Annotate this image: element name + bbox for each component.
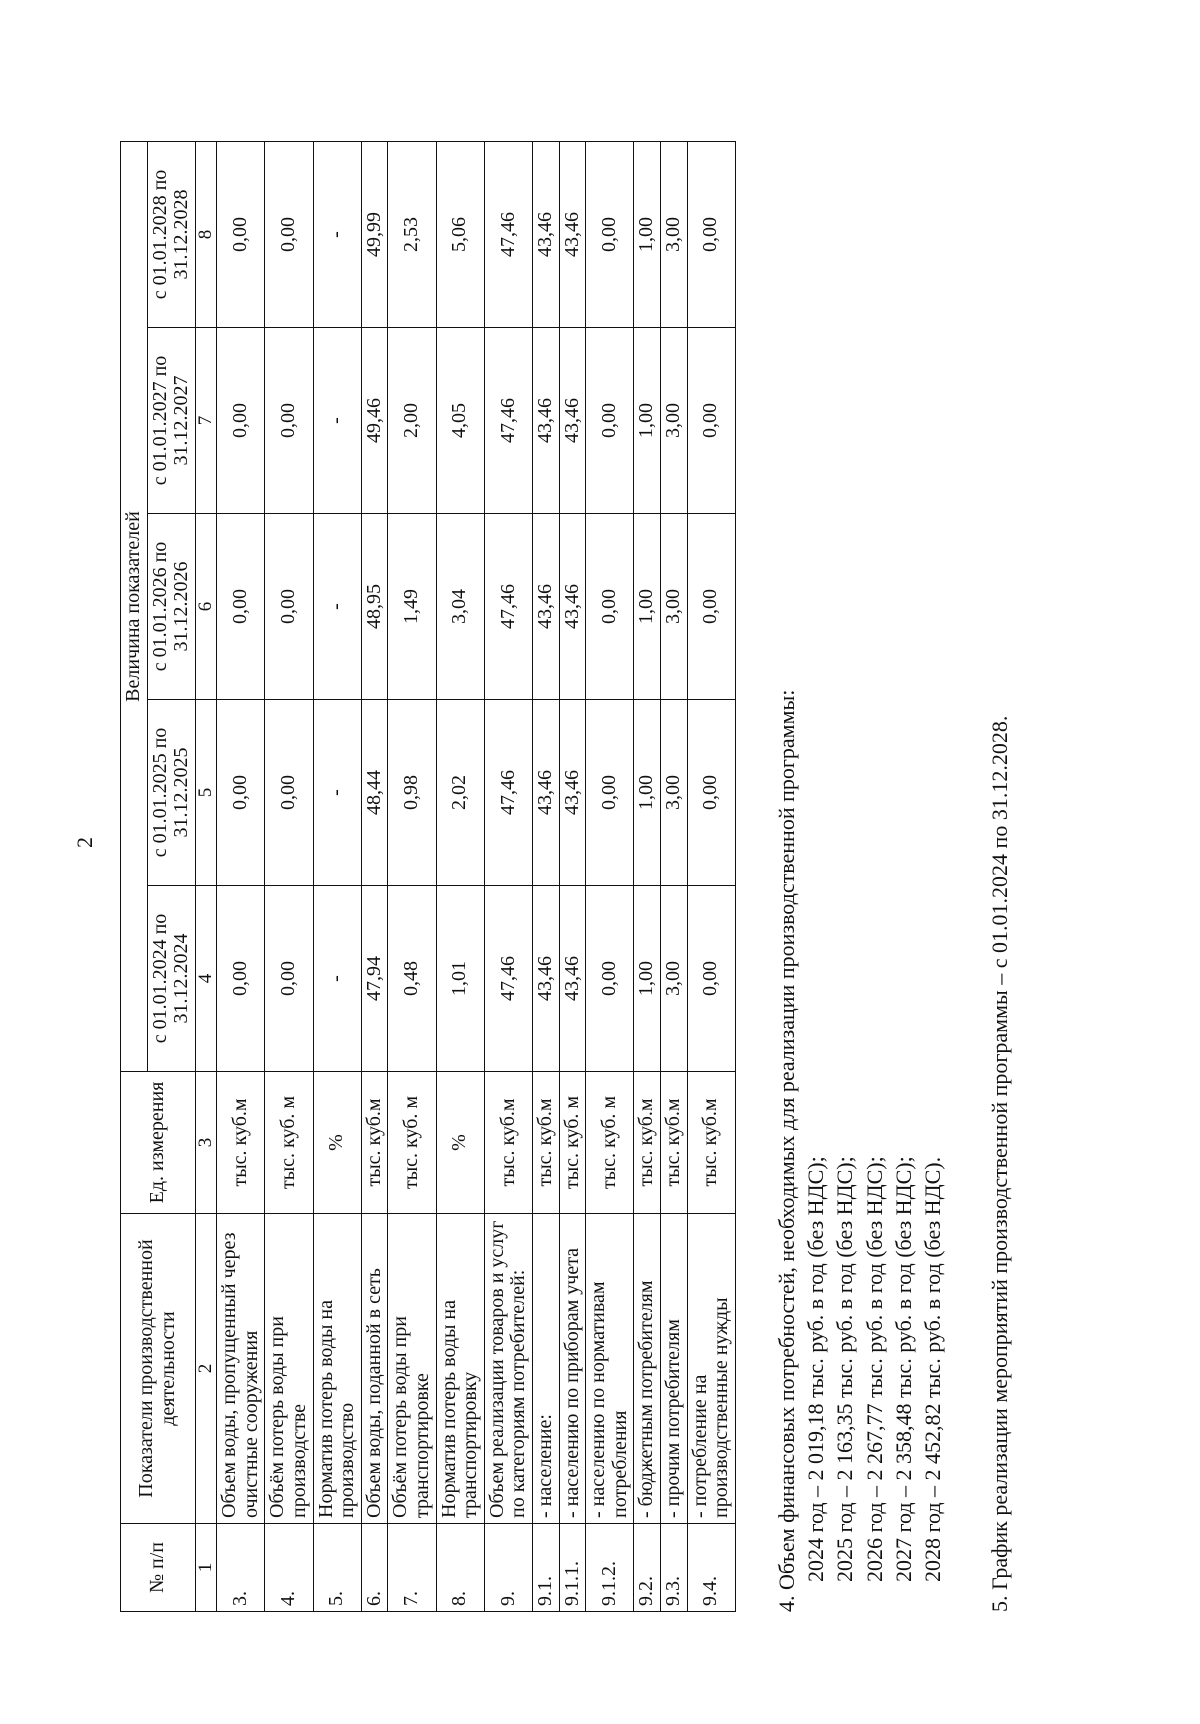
indicator-name-cell: Объем воды, поданной в сеть (361, 1214, 388, 1524)
column-number: 4 (195, 886, 217, 1072)
financial-needs-item: 2027 год – 2 358,48 тыс. руб. в год (без НДС); (890, 1156, 916, 1582)
header-period: с 01.01.2024 по 31.12.2024 (147, 886, 195, 1072)
row-number-cell: 6. (361, 1524, 388, 1612)
value-cell: 43,46 (533, 700, 560, 886)
financial-needs-title: 4. Объем финансовых потребностей, необходимых для реализации производственной программы: (773, 689, 799, 1612)
value-cell: 3,00 (660, 886, 687, 1072)
unit-cell: % (313, 1072, 361, 1214)
unit-cell: тыс. куб.м (484, 1072, 532, 1214)
value-cell: 0,00 (687, 886, 735, 1072)
value-cell: 1,00 (634, 700, 661, 886)
header-period: с 01.01.2025 по 31.12.2025 (147, 700, 195, 886)
value-cell: 47,46 (484, 141, 532, 327)
value-cell: 2,53 (388, 141, 436, 327)
table-row (660, 141, 687, 1611)
value-cell: 43,46 (559, 514, 586, 700)
financial-needs-item: 2025 год – 2 163,35 тыс. руб. в год (без НДС); (832, 1156, 858, 1582)
value-cell: 3,04 (436, 514, 484, 700)
value-cell: 47,46 (484, 886, 532, 1072)
value-cell: 3,00 (660, 328, 687, 514)
value-cell: 43,46 (559, 700, 586, 886)
value-cell: 0,00 (217, 700, 265, 886)
table-row (484, 141, 532, 1611)
value-cell: 0,00 (687, 514, 735, 700)
row-number-cell: 9.2. (634, 1524, 661, 1612)
row-number-cell: 9.1. (533, 1524, 560, 1612)
row-number-cell: 3. (217, 1524, 265, 1612)
value-cell: - (313, 700, 361, 886)
column-number: 8 (195, 141, 217, 327)
schedule-section: 5. График реализации мероприятий производственной программы – с 01.01.2024 по 31.12.2028. (987, 715, 1013, 1612)
financial-needs-item: 2028 год – 2 452,82 тыс. руб. в год (без НДС). (920, 1156, 946, 1582)
value-cell: - (313, 886, 361, 1072)
value-cell: 0,00 (217, 514, 265, 700)
column-number: 6 (195, 514, 217, 700)
indicator-name-cell: - бюджетным потребителям (634, 1214, 661, 1524)
row-number-cell: 9.1.2. (586, 1524, 634, 1612)
value-cell: 0,00 (265, 514, 313, 700)
header-period: с 01.01.2028 по 31.12.2028 (147, 141, 195, 327)
unit-cell: тыс. куб.м (533, 1072, 560, 1214)
header-name: Показатели производственной деятельности (121, 1214, 196, 1524)
value-cell: 1,00 (634, 328, 661, 514)
value-cell: 0,00 (265, 886, 313, 1072)
value-cell: 3,00 (660, 514, 687, 700)
value-cell: 49,99 (361, 141, 388, 327)
value-cell: 4,05 (436, 328, 484, 514)
header-period: с 01.01.2027 по 31.12.2027 (147, 328, 195, 514)
indicator-name-cell: Объем реализации товаров и услуг по категориям потребителей: (484, 1214, 532, 1524)
unit-cell: тыс. куб.м (361, 1072, 388, 1214)
indicators-table-body (217, 141, 735, 1611)
indicator-name-cell: - население: (533, 1214, 560, 1524)
table-row (586, 141, 634, 1611)
column-number: 5 (195, 700, 217, 886)
value-cell: 0,48 (388, 886, 436, 1072)
rotated-page-content (120, 142, 1080, 1612)
value-cell: 0,00 (586, 328, 634, 514)
value-cell: 0,98 (388, 700, 436, 886)
row-number-cell: 9.4. (687, 1524, 735, 1612)
table-row (388, 141, 436, 1611)
value-cell: 43,46 (559, 328, 586, 514)
row-number-cell: 5. (313, 1524, 361, 1612)
header-group: Величина показателей (121, 141, 148, 1071)
indicator-name-cell: Объём потерь воды при транспортировке (388, 1214, 436, 1524)
value-cell: 0,00 (265, 141, 313, 327)
indicator-name-cell: - населению по нормативам потребления (586, 1214, 634, 1524)
value-cell: 0,00 (265, 328, 313, 514)
row-number-cell: 7. (388, 1524, 436, 1612)
value-cell: 43,46 (533, 886, 560, 1072)
value-cell: 3,00 (660, 141, 687, 327)
unit-cell: тыс. куб. м (559, 1072, 586, 1214)
unit-cell: % (436, 1072, 484, 1214)
unit-cell: тыс. куб. м (586, 1072, 634, 1214)
indicator-name-cell: Объём потерь воды при производстве (265, 1214, 313, 1524)
value-cell: 1,00 (634, 141, 661, 327)
indicator-name-cell: - потребление на производственные нужды (687, 1214, 735, 1524)
value-cell: 2,00 (388, 328, 436, 514)
indicator-name-cell: Объем воды, пропущенный через очистные сооружения (217, 1214, 265, 1524)
value-cell: - (313, 328, 361, 514)
indicators-table (120, 141, 736, 1612)
row-number-cell: 9. (484, 1524, 532, 1612)
value-cell: - (313, 141, 361, 327)
value-cell: 47,46 (484, 328, 532, 514)
value-cell: 0,00 (687, 141, 735, 327)
value-cell: 5,06 (436, 141, 484, 327)
unit-cell: тыс. куб. м (388, 1072, 436, 1214)
unit-cell: тыс. куб.м (660, 1072, 687, 1214)
table-row (265, 141, 313, 1611)
value-cell: 1,01 (436, 886, 484, 1072)
value-cell: 0,00 (217, 141, 265, 327)
table-row (559, 141, 586, 1611)
table-row (533, 141, 560, 1611)
row-number-cell: 4. (265, 1524, 313, 1612)
value-cell: 2,02 (436, 700, 484, 886)
table-row (361, 141, 388, 1611)
financial-needs-item: 2026 год – 2 267,77 тыс. руб. в год (без НДС); (861, 1156, 887, 1582)
value-cell: 47,94 (361, 886, 388, 1072)
value-cell: 0,00 (586, 886, 634, 1072)
column-number: 7 (195, 328, 217, 514)
column-number: 1 (195, 1524, 217, 1612)
unit-cell: тыс. куб.м (634, 1072, 661, 1214)
value-cell: 43,46 (559, 141, 586, 327)
value-cell: 0,00 (586, 700, 634, 886)
header-num: № п/п (121, 1524, 196, 1612)
header-period: с 01.01.2026 по 31.12.2026 (147, 514, 195, 700)
indicator-name-cell: - населению по приборам учета (559, 1214, 586, 1524)
table-row (313, 141, 361, 1611)
value-cell: 0,00 (687, 328, 735, 514)
row-number-cell: 8. (436, 1524, 484, 1612)
value-cell: 1,00 (634, 886, 661, 1072)
value-cell: 3,00 (660, 700, 687, 886)
indicator-name-cell: - прочим потребителям (660, 1214, 687, 1524)
column-number: 3 (195, 1072, 217, 1214)
table-row (687, 141, 735, 1611)
value-cell: 0,00 (217, 886, 265, 1072)
financial-needs-item: 2024 год – 2 019,18 тыс. руб. в год (без НДС); (803, 1156, 829, 1582)
unit-cell: тыс. куб. м (265, 1072, 313, 1214)
value-cell: 1,49 (388, 514, 436, 700)
value-cell: 0,00 (687, 700, 735, 886)
value-cell: 43,46 (533, 141, 560, 327)
value-cell: 0,00 (217, 328, 265, 514)
row-number-cell: 9.3. (660, 1524, 687, 1612)
value-cell: 43,46 (559, 886, 586, 1072)
value-cell: 0,00 (586, 141, 634, 327)
table-row (217, 141, 265, 1611)
value-cell: 0,00 (586, 514, 634, 700)
table-row (634, 141, 661, 1611)
table-row (436, 141, 484, 1611)
unit-cell: тыс. куб.м (217, 1072, 265, 1214)
financial-needs-section (772, 142, 948, 1612)
value-cell: 0,00 (265, 700, 313, 886)
value-cell: 43,46 (533, 328, 560, 514)
column-number: 2 (195, 1214, 217, 1524)
value-cell: 43,46 (533, 514, 560, 700)
value-cell: 47,46 (484, 700, 532, 886)
row-number-cell: 9.1.1. (559, 1524, 586, 1612)
indicator-name-cell: Норматив потерь воды на транспортировку (436, 1214, 484, 1524)
page-number: 2 (72, 837, 97, 848)
indicator-name-cell: Норматив потерь воды на производство (313, 1214, 361, 1524)
value-cell: - (313, 514, 361, 700)
value-cell: 48,95 (361, 514, 388, 700)
unit-cell: тыс. куб.м (687, 1072, 735, 1214)
value-cell: 48,44 (361, 700, 388, 886)
value-cell: 1,00 (634, 514, 661, 700)
value-cell: 49,46 (361, 328, 388, 514)
value-cell: 47,46 (484, 514, 532, 700)
header-unit: Ед. измерения (121, 1072, 196, 1214)
